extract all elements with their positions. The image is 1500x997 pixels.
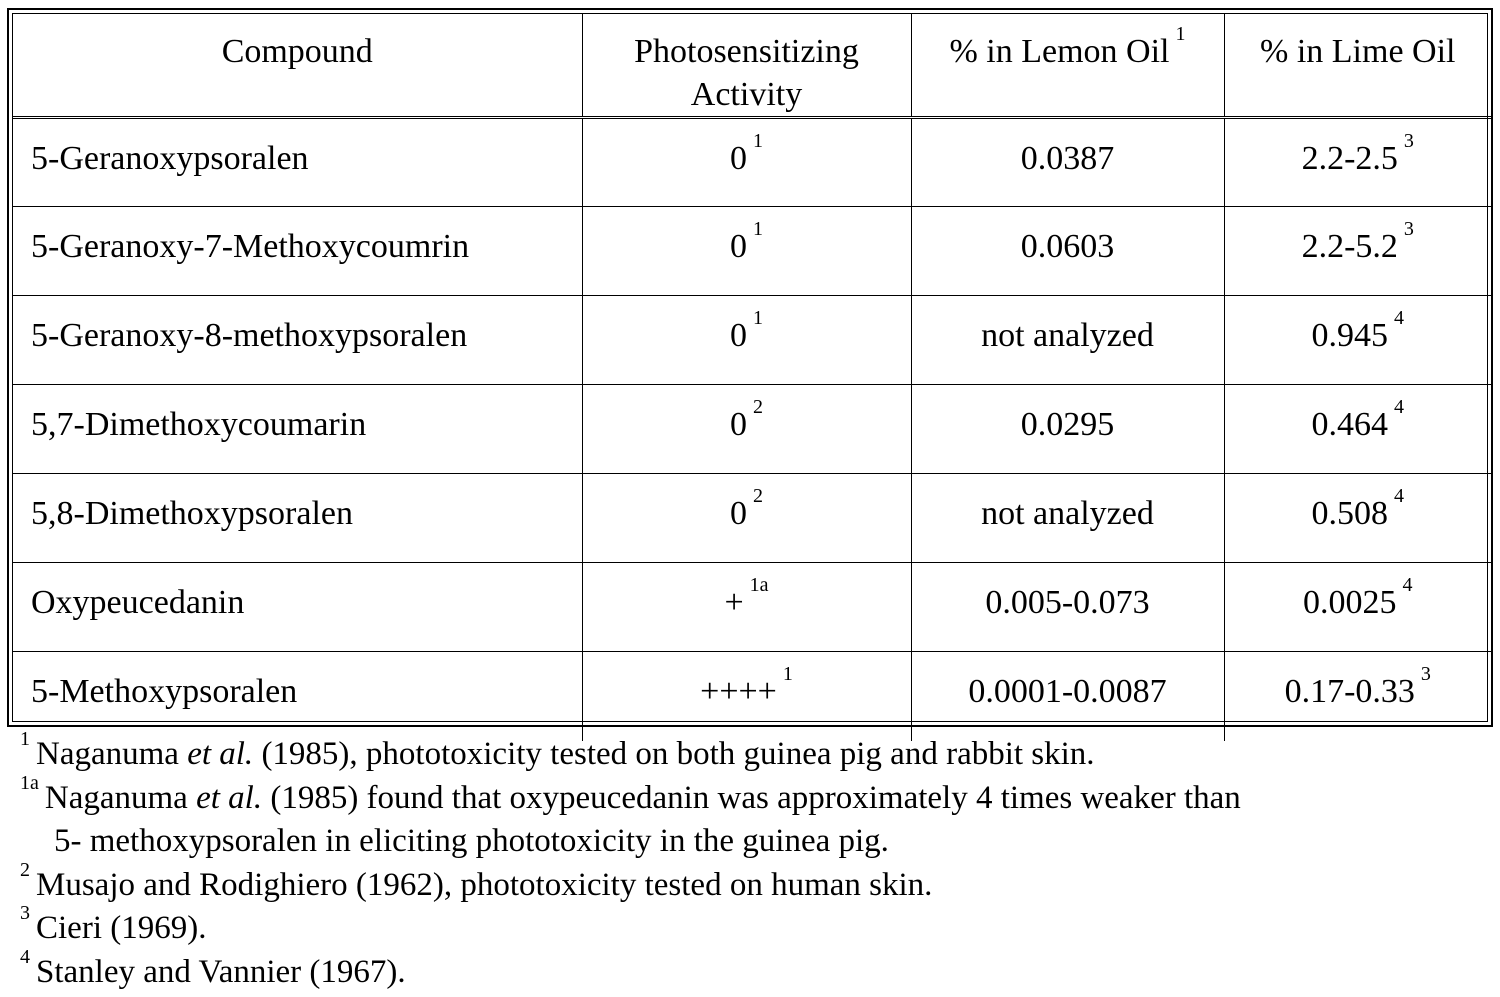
lemon-oil-cell: 0.0603 [911, 207, 1224, 296]
header-lemon-oil: % in Lemon Oil $^1$ [911, 14, 1224, 118]
lime-oil-cell: 2.2-5.2 $^3$ [1224, 207, 1491, 296]
lime-oil-cell: 2.2-2.5 $^3$ [1224, 118, 1491, 207]
table-row [13, 652, 1491, 741]
footnote-4: $^4$ Stanley and Vannier (1967). [20, 945, 406, 990]
compound-cell: 5-Geranoxy-8-methoxypsoralen [13, 296, 582, 385]
footnote-1a: $^{1a}$ Naganuma et al. (1985) found that oxypeucedanin was approximately 4 times weaker than [20, 771, 1241, 816]
compound-table [13, 14, 1491, 741]
activity-cell: 0 $^1$ [582, 296, 911, 385]
compound-cell: 5-Geranoxypsoralen [13, 118, 582, 207]
compound-cell: 5-Geranoxy-7-Methoxycoumrin [13, 207, 582, 296]
lime-oil-cell: 0.945 $^4$ [1224, 296, 1491, 385]
compound-cell: 5,7-Dimethoxycoumarin [13, 385, 582, 474]
lime-oil-cell: 0.17-0.33 $^3$ [1224, 652, 1491, 741]
footnote-1: $^1$ Naganuma et al. (1985), phototoxicity tested on both guinea pig and rabbit skin. [20, 728, 1095, 772]
header-activity: Photosensitizing Activity [582, 14, 911, 118]
lime-oil-cell: 0.464 $^4$ [1224, 385, 1491, 474]
activity-cell: + $^{1a}$ [582, 563, 911, 652]
footnote-2: $^2$ Musajo and Rodighiero (1962), phototoxicity tested on human skin. [20, 858, 933, 903]
table-row [13, 118, 1491, 207]
activity-cell: 0 $^2$ [582, 385, 911, 474]
header-lime-oil: % in Lime Oil [1224, 14, 1491, 118]
activity-cell: 0 $^1$ [582, 118, 911, 207]
table-row [13, 563, 1491, 652]
compound-table-inner [12, 13, 1488, 722]
compound-table-frame [7, 8, 1493, 727]
footnote-3: $^3$ Cieri (1969). [20, 902, 207, 946]
activity-cell: 0 $^2$ [582, 474, 911, 563]
lemon-oil-cell: 0.0001-0.0087 [911, 652, 1224, 741]
activity-cell: 0 $^1$ [582, 207, 911, 296]
table-row [13, 385, 1491, 474]
lemon-oil-cell: 0.0295 [911, 385, 1224, 474]
lime-oil-cell: 0.508 $^4$ [1224, 474, 1491, 563]
table-row [13, 296, 1491, 385]
lemon-oil-cell: 0.005-0.073 [911, 563, 1224, 652]
compound-cell: 5-Methoxypsoralen [13, 652, 582, 741]
footnote-1a-continued: 5- methoxypsoralen in eliciting phototoxicity in the guinea pig. [54, 823, 889, 859]
activity-cell: ++++ $^1$ [582, 652, 911, 741]
header-compound: Compound [13, 14, 582, 118]
lemon-oil-cell: not analyzed [911, 296, 1224, 385]
compound-cell: Oxypeucedanin [13, 563, 582, 652]
lemon-oil-cell: not analyzed [911, 474, 1224, 563]
lemon-oil-cell: 0.0387 [911, 118, 1224, 207]
table-header-row [13, 14, 1491, 118]
footnotes [20, 728, 1490, 994]
compound-cell: 5,8-Dimethoxypsoralen [13, 474, 582, 563]
table-row [13, 474, 1491, 563]
table-row [13, 207, 1491, 296]
lime-oil-cell: 0.0025 $^4$ [1224, 563, 1491, 652]
